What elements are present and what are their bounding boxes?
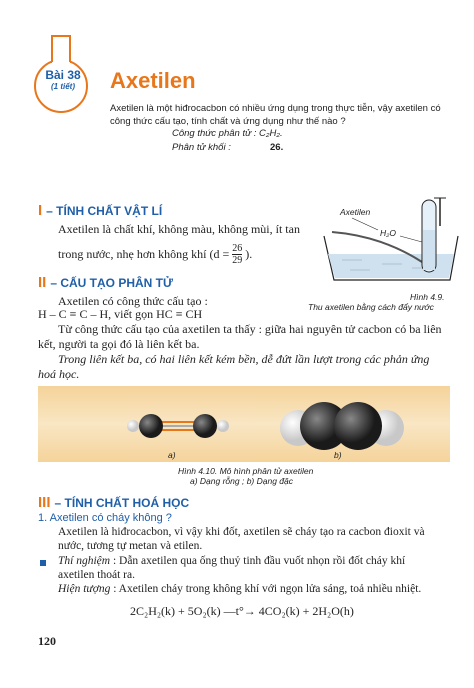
intro-text: Axetilen là một hiđrocacbon có nhiều ứng dụng trong thực tiễn, vậy axetilen có công thức cấu tạo, tính chất và ứng dụng như thế nào ? — [110, 103, 441, 127]
section-2-line1: Axetilen có công thức cấu tạo : — [58, 294, 208, 308]
formula-line: Công thức phân tử : C₂H₂. — [172, 128, 283, 139]
ball-stick-model — [127, 414, 229, 438]
section-2-line6: hoá học. — [38, 367, 80, 381]
molecule-models-band — [38, 386, 450, 462]
section-3-line2: nước, tương tự metan và etilen. — [58, 540, 203, 552]
section-1-line2-text: trong nước, nhẹ hơn không khí — [58, 247, 207, 261]
page-title: Axetilen — [110, 68, 196, 93]
experiment-text: : Dẫn axetilen qua ống thuỷ tinh đầu vuốt nhọn rồi đốt cháy khí — [110, 555, 406, 567]
section-2-line5: Trong liên kết ba, có hai liên kết kém bền, dễ đứt lần lượt trong các phản ứng — [58, 352, 430, 366]
figure-4-10-caption-2: a) Dạng rỗng ; b) Dạng đặc — [190, 476, 294, 486]
section-1-line2: trong nước, nhẹ hơn không khí (d = $\frac{26}{29}$ ). — [58, 243, 253, 266]
water-label: H₂O — [380, 228, 396, 238]
section-2-line2: H – C ≡ C – H, viết gọn HC ≡ CH — [38, 307, 203, 321]
phenomenon-line — [58, 583, 421, 595]
section-1-line1: Axetilen là chất khí, không màu, không mùi, ít tan — [58, 222, 300, 236]
subsection-1-title: 1. Axetilen có cháy không ? — [38, 512, 172, 524]
lesson-number: Bài 38 — [45, 68, 81, 82]
mass-value: 26. — [270, 142, 284, 153]
section-2-line4: kết, người ta gọi đó là liên kết ba. — [38, 337, 200, 351]
ratio-d: (d = — [209, 247, 230, 261]
phenomenon-label: Hiện tượng — [58, 583, 111, 595]
bullet-icon — [40, 560, 46, 566]
section-2-heading — [38, 274, 173, 291]
figure-4-9-number: Hình 4.9. — [410, 292, 445, 302]
page-number: 120 — [38, 634, 56, 648]
ratio-fraction — [232, 243, 242, 266]
section-2-line3: Từ công thức cấu tạo của axetilen ta thấy : giữa hai nguyên tử cacbon có ba liên — [58, 322, 442, 336]
ratio-numerator: 26 — [232, 243, 243, 254]
lesson-period: (1 tiết) — [51, 82, 75, 91]
molecule-models — [38, 386, 450, 462]
figure-4-10-caption-1: Hình 4.10. Mô hình phân tử axetilen — [178, 466, 314, 476]
section-3-heading — [38, 494, 189, 511]
model-label-a: a) — [168, 450, 176, 460]
figure-4-9-caption: Thu axetilen bằng cách đẩy nước — [308, 302, 434, 312]
phenomenon-text: : Axetilen cháy trong không khí với ngọn lửa sáng, toả nhiều nhiệt. — [110, 583, 422, 595]
gas-label: Axetilen — [340, 207, 371, 217]
space-filling-model — [280, 402, 404, 450]
experiment-label: Thí nghiệm — [58, 555, 111, 567]
combustion-equation: 2C₂H₂(k) + 5O₂(k) —t°→ 4CO₂(k) + 2H₂O(h) — [130, 604, 354, 618]
section-2-num: II — [38, 274, 47, 291]
experiment-line — [58, 555, 405, 567]
mass-label: Phân tử khối : — [172, 142, 231, 153]
section-1-title: – TÍNH CHẤT VẬT LÍ — [46, 204, 163, 218]
experiment-line2: axetilen thoát ra. — [58, 569, 135, 581]
section-1-heading — [38, 202, 162, 219]
section-3-num: III — [38, 494, 51, 511]
section-2-title: – CẤU TẠO PHÂN TỬ — [50, 276, 173, 290]
section-1-num: I — [38, 202, 43, 219]
section-3-title: – TÍNH CHẤT HOÁ HỌC — [54, 496, 190, 510]
ratio-d-label: d = — [213, 247, 230, 261]
section-3-line1: Axetilen là hiđrocacbon, vì vậy khi đốt, axetilen sẽ cháy tạo ra cacbon đioxit và — [58, 526, 425, 538]
model-label-b: b) — [334, 450, 342, 460]
ratio-denominator: 29 — [232, 255, 243, 266]
